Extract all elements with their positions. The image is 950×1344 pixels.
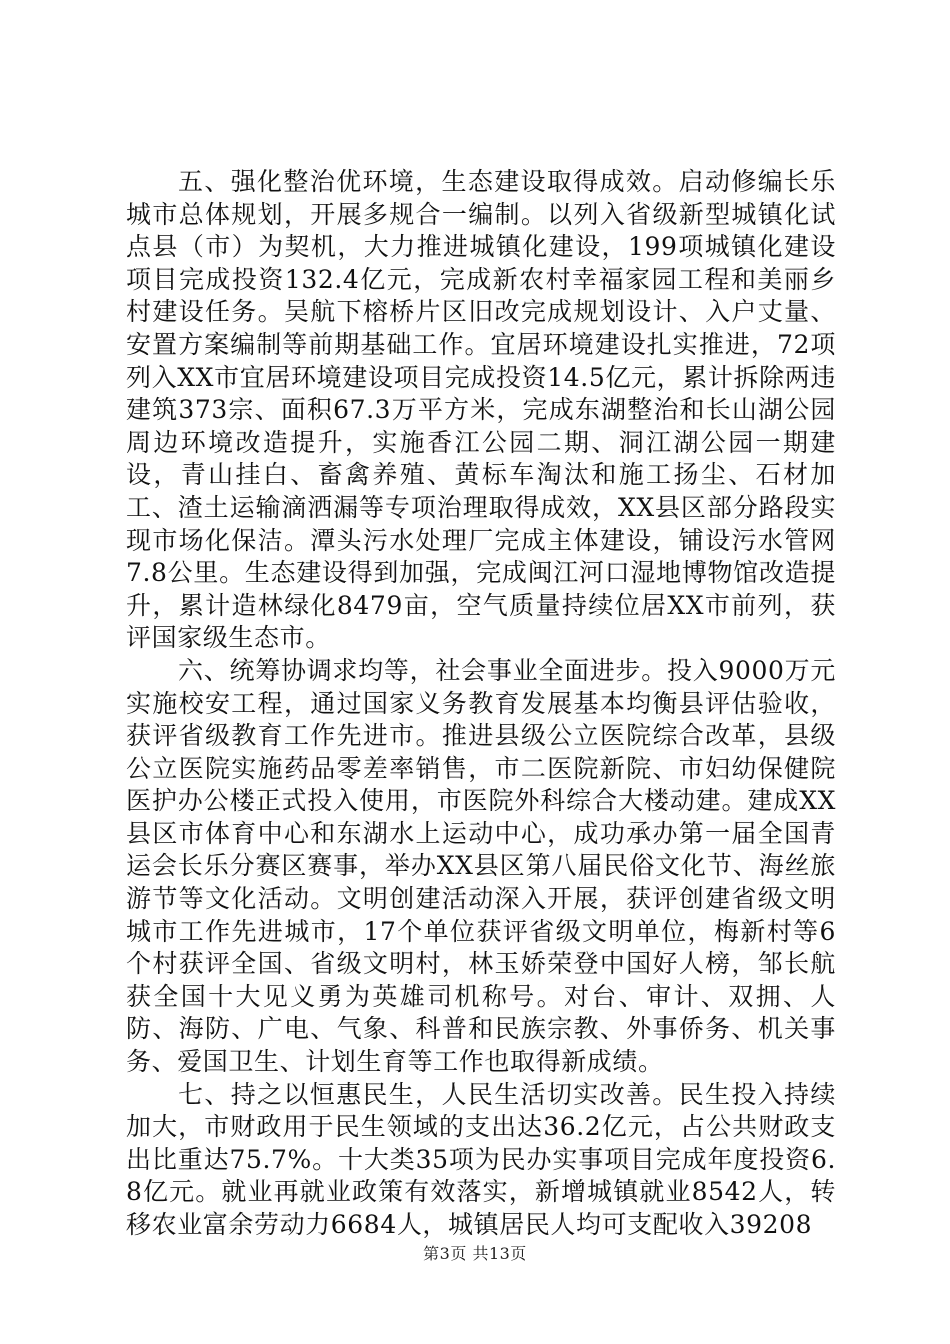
paragraph-social-affairs: 六、统筹协调求均等，社会事业全面进步。投入9000万元实施校安工程，通过国家义务教育发展基本均衡县评估验收，获评省级教育工作先进市。推进县级公立医院综合改革，县级公立医院实施药品零差率销售，市二医院新院、市妇幼保健院医护办公楼正式投入使用，市医院外科综合大楼动建。建成XX县区市体育中心和东湖水上运动中心，成功承办第一届全国青运会长乐分赛区赛事，举办XX县区第八届民俗文化节、海丝旅游节等文化活动。文明创建活动深入开展，获评创建省级文明城市工作先进城市，17个单位获评省级文明单位，梅新村等6个村获评全国、省级文明村，林玉娇荣登中国好人榜，邹长航获全国十大见义勇为英雄司机称号。对台、审计、双拥、人防、海防、广电、气象、科普和民族宗教、外事侨务、机关事务、爱国卫生、计划生育等工作也取得新成绩。: [126, 655, 836, 1077]
paragraph-livelihood: 七、持之以恒惠民生，人民生活切实改善。民生投入持续加大，市财政用于民生领域的支出达36.2亿元，占公共财政支出比重达75.7%。十大类35项为民办实事项目完成年度投资6.8亿元。就业再就业政策有效落实，新增城镇就业8542人，转移农业富余劳动力6684人，城镇居民人均可支配收入39208: [126, 1079, 836, 1239]
page-footer: 第3页 共13页: [423, 1244, 527, 1263]
document-body: [126, 166, 836, 1242]
paragraph-environment: 五、强化整治优环境，生态建设取得成效。启动修编长乐城市总体规划，开展多规合一编制。以列入省级新型城镇化试点县（市）为契机，大力推进城镇化建设，199项城镇化建设项目完成投资132.4亿元，完成新农村幸福家园工程和美丽乡村建设任务。吴航下榕桥片区旧改完成规划设计、入户丈量、安置方案编制等前期基础工作。宜居环境建设扎实推进，72项列入XX市宜居环境建设项目完成投资14.5亿元，累计拆除两违建筑373宗、面积67.3万平方米，完成东湖整治和长山湖公园周边环境改造提升，实施香江公园二期、洞江湖公园一期建设，青山挂白、畜禽养殖、黄标车淘汰和施工扬尘、石材加工、渣土运输滴洒漏等专项治理取得成效，XX县区部分路段实现市场化保洁。潭头污水处理厂完成主体建设，铺设污水管网7.8公里。生态建设得到加强，完成闽江河口湿地博物馆改造提升，累计造林绿化8479亩，空气质量持续位居XX市前列，获评国家级生态市。: [126, 167, 836, 653]
